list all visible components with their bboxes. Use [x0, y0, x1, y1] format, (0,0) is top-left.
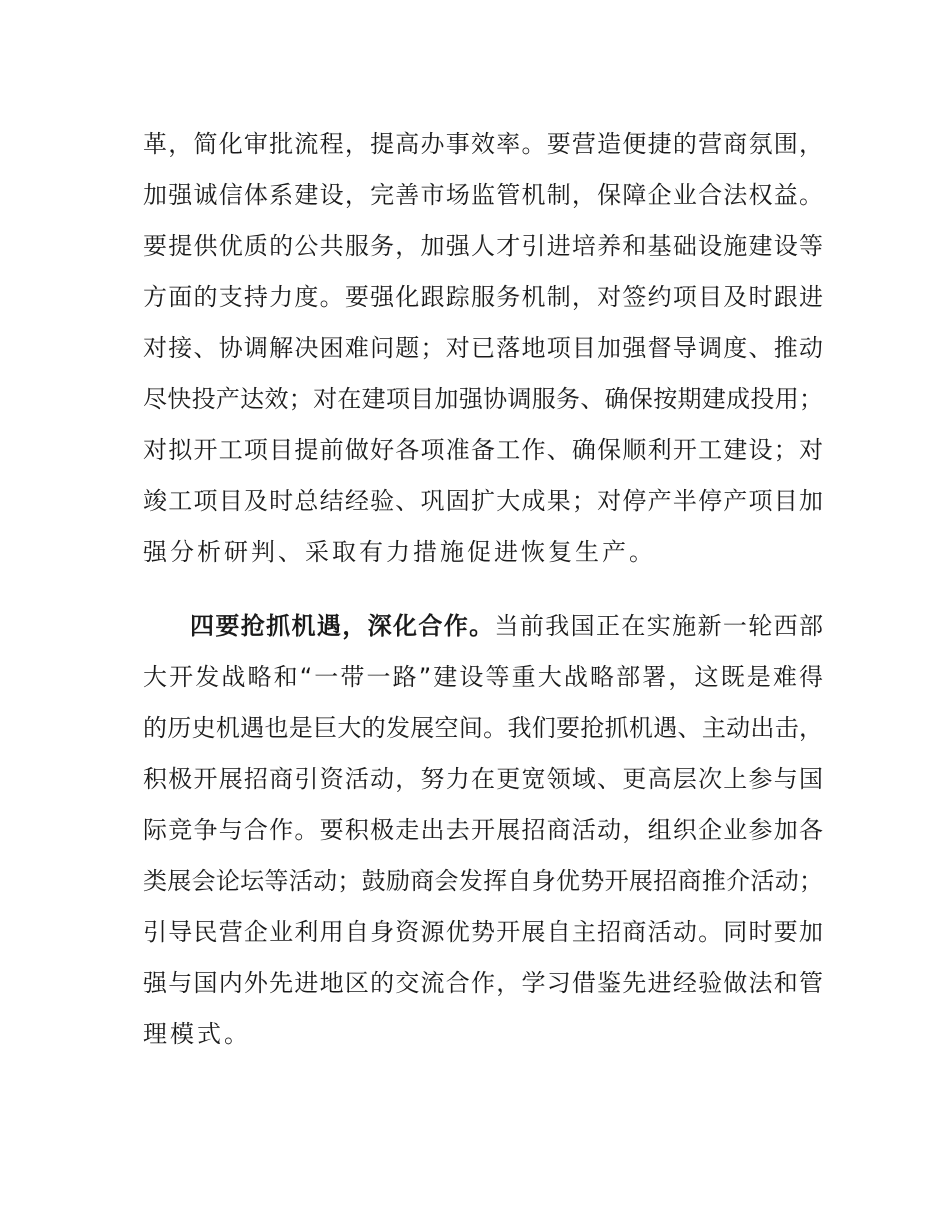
paragraph-1-line-4: 方面的支持力度。要强化跟踪服务机制，对签约项目及时跟进 [143, 283, 823, 311]
paragraph-1-line-8: 竣工项目及时总结经验、巩固扩大成果；对停产半停产项目加 [143, 487, 823, 515]
paragraph-2-line-4: 积极开展招商引资活动，努力在更宽领域、更高层次上参与国 [143, 765, 823, 793]
paragraph-1-line-7: 对拟开工项目提前做好各项准备工作、确保顺利开工建设；对 [143, 436, 823, 464]
paragraph-2-line-5: 际竞争与合作。要积极走出去开展招商活动，组织企业参加各 [143, 816, 823, 844]
paragraph-2-line-1 [190, 606, 823, 646]
paragraph-1-line-5: 对接、协调解决困难问题；对已落地项目加强督导调度、推动 [143, 334, 823, 362]
paragraph-1-line-6: 尽快投产达效；对在建项目加强协调服务、确保按期建成投用； [143, 385, 823, 413]
paragraph-1-line-9: 强分析研判、采取有力措施促进恢复生产。 [143, 538, 656, 566]
paragraph-2-line-8: 强与国内外先进地区的交流合作，学习借鉴先进经验做法和管 [143, 969, 823, 997]
paragraph-2-line-7: 引导民营企业利用自身资源优势开展自主招商活动。同时要加 [143, 918, 823, 946]
paragraph-2-line-3: 的历史机遇也是巨大的发展空间。我们要抢抓机遇、主动出击， [143, 714, 823, 742]
paragraph-2-line-6: 类展会论坛等活动；鼓励商会发挥自身优势开展招商推介活动； [143, 867, 823, 895]
paragraph-1-line-3: 要提供优质的公共服务，加强人才引进培养和基础设施建设等 [143, 232, 823, 260]
paragraph-2-line-2: 大开发战略和“一带一路”建设等重大战略部署，这既是难得 [143, 663, 823, 691]
paragraph-1-line-1: 革，简化审批流程，提高办事效率。要营造便捷的营商氛围， [143, 130, 823, 158]
paragraph-2-line-9: 理模式。 [143, 1020, 251, 1048]
paragraph-2-heading: 四要抢抓机遇，深化合作。 [190, 612, 495, 640]
paragraph-1-line-2: 加强诚信体系建设，完善市场监管机制，保障企业合法权益。 [143, 181, 823, 209]
paragraph-2-first-line-text: 当前我国正在实施新一轮西部 [494, 612, 823, 640]
